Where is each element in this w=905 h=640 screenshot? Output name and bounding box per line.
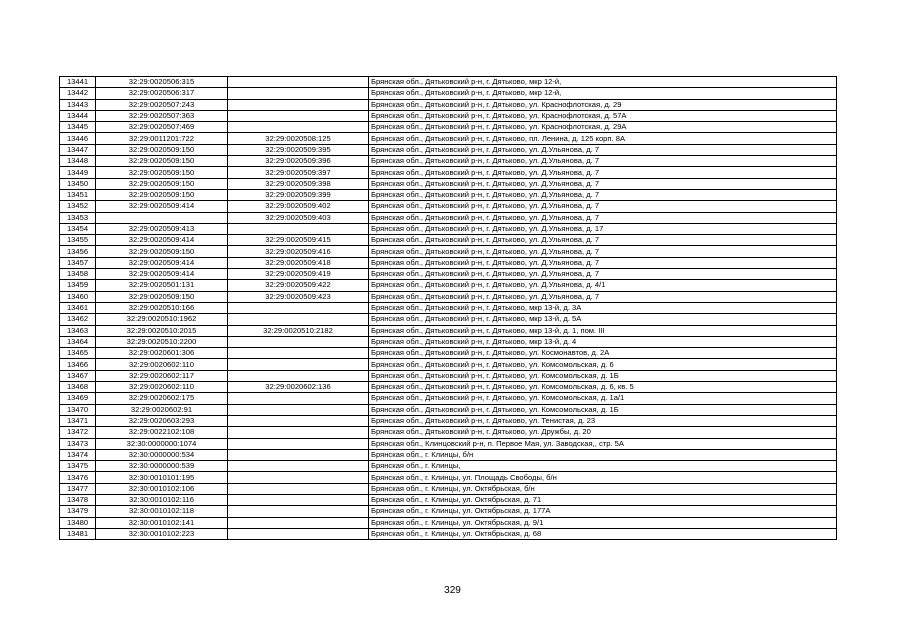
cadastral-number-cell: 32:29:0020509:150 [96, 189, 228, 200]
related-cadastral-number-cell: 32:29:0020509:403 [228, 212, 369, 223]
row-number-cell: 13444 [60, 110, 96, 121]
table-row [60, 483, 837, 494]
related-cadastral-number-cell [228, 314, 369, 325]
cadastral-number-cell: 32:29:0020509:150 [96, 144, 228, 155]
address-cell: Брянская обл., Дятьковский р-н, г. Дятьково, ул. Д.Ульянова, д. 7 [369, 201, 837, 212]
cadastral-number-cell [96, 212, 228, 223]
table-row [60, 336, 837, 347]
cadastral-number-cell: 32:29:0020506:317 [96, 88, 228, 99]
cadastral-number-cell: 32:29:0011201:722 [96, 133, 228, 144]
address-cell: Брянская обл., Дятьковский р-н, г. Дятьково, ул. Тенистая, д. 23 [369, 415, 837, 426]
related-cadastral-number-cell [228, 427, 369, 438]
cadastral-number-cell: 32:29:0020509:414 [96, 201, 228, 212]
row-number-cell: 13481 [60, 528, 96, 539]
related-cadastral-number-cell: 32:29:0020509:418 [228, 257, 369, 268]
cadastral-number-cell: 32:29:0020510:2015 [96, 325, 228, 336]
cadastral-number-cell: 32:29:0022102:108 [96, 427, 228, 438]
table-row [60, 302, 837, 313]
address-cell: Брянская обл., Дятьковский р-н, г. Дятьково, ул. Дружбы, д. 20 [369, 427, 837, 438]
related-cadastral-number-cell [228, 506, 369, 517]
related-cadastral-number-cell [228, 472, 369, 483]
table-row [60, 156, 837, 167]
row-number-cell: 13442 [60, 88, 96, 99]
row-number-cell: 13441 [60, 77, 96, 88]
related-cadastral-number-cell: 32:29:0020509:397 [228, 167, 369, 178]
address-cell: Брянская обл., Дятьковский р-н, г. Дятьково, ул. Д.Ульянова, д. 7 [369, 291, 837, 302]
table-row [60, 291, 837, 302]
address-cell: Брянская обл., г. Клинцы, ул. Октябрьская, д. 177А [369, 506, 837, 517]
row-number-cell: 13448 [60, 156, 96, 167]
address-cell: Брянская обл., г. Клинцы, ул. Октябрьская, б/н [369, 483, 837, 494]
related-cadastral-number-cell [228, 88, 369, 99]
row-number-cell: 13452 [60, 201, 96, 212]
cadastral-number-cell: 32:29:0020510:2200 [96, 336, 228, 347]
cadastral-number-cell: 32:30:0000000:1074 [96, 438, 228, 449]
table-row [60, 506, 837, 517]
cadastral-number-cell: 32:29:0020509:150 [96, 246, 228, 257]
cadastral-number-cell: 32:29:0020510:1962 [96, 314, 228, 325]
address-cell: Брянская обл., Дятьковский р-н, г. Дятьково, ул. Д.Ульянова, д. 7 [369, 212, 837, 223]
related-cadastral-number-cell [228, 483, 369, 494]
cadastral-number-cell: 32:29:0020602:110 [96, 359, 228, 370]
row-number-cell: 13463 [60, 325, 96, 336]
cadastral-number-cell: 32:29:0020602:91 [96, 404, 228, 415]
address-cell: Брянская обл., Дятьковский р-н, г. Дятьково, ул. Краснофлотская, д. 29 [369, 99, 837, 110]
cadastral-number-cell: 32:29:0020509:414 [96, 235, 228, 246]
table-row [60, 449, 837, 460]
cadastral-number-cell: 32:29:0020509:414 [96, 269, 228, 280]
cadastral-number-cell: 32:29:0020501:131 [96, 280, 228, 291]
address-cell: Брянская обл., Дятьковский р-н, г. Дятьково, мкр 13-й, д. 3А [369, 302, 837, 313]
row-number-cell: 13449 [60, 167, 96, 178]
table-row [60, 257, 837, 268]
table-row [60, 280, 837, 291]
table-row [60, 223, 837, 234]
address-cell: Брянская обл., Дятьковский р-н, г. Дятьково, ул. Комсомольская, д. 1Б [369, 404, 837, 415]
cadastral-number-cell: 32:29:0020507:469 [96, 122, 228, 133]
address-cell: Брянская обл., Дятьковский р-н, г. Дятьково, ул. Комсомольская, д. 6, кв. 5 [369, 382, 837, 393]
address-cell: Брянская обл., г. Клинцы, б/н [369, 449, 837, 460]
cadastral-number-cell: 32:29:0020602:110 [96, 382, 228, 393]
table-row [60, 110, 837, 121]
address-cell: Брянская обл., г. Клинцы, ул. Октябрьская, д. 9/1 [369, 517, 837, 528]
row-number-cell: 13467 [60, 370, 96, 381]
table-row [60, 122, 837, 133]
row-number-cell: 13469 [60, 393, 96, 404]
address-cell: Брянская обл., Дятьковский р-н, г. Дятьково, мкр 12-й, [369, 88, 837, 99]
address-cell: Брянская обл., Дятьковский р-н, г. Дятьково, мкр 12-й, [369, 77, 837, 88]
related-cadastral-number-cell [228, 449, 369, 460]
cadastral-number-cell: 32:29:0020509:150 [96, 178, 228, 189]
row-number-cell: 13450 [60, 178, 96, 189]
address-cell: Брянская обл., Дятьковский р-н, г. Дятьково, пл. Ленина, д. 125 корп. 8А [369, 133, 837, 144]
related-cadastral-number-cell: 32:29:0020509:398 [228, 178, 369, 189]
table-row [60, 99, 837, 110]
row-number-cell: 13453 [60, 212, 96, 223]
table-row [60, 189, 837, 200]
table-row [60, 382, 837, 393]
table-row [60, 235, 837, 246]
cadastral-number-cell: 32:29:0020602:117 [96, 370, 228, 381]
related-cadastral-number-cell [228, 336, 369, 347]
row-number-cell: 13446 [60, 133, 96, 144]
related-cadastral-number-cell: 32:29:0020508:125 [228, 133, 369, 144]
address-cell: Брянская обл., Дятьковский р-н, г. Дятьково, ул. Д.Ульянова, д. 7 [369, 144, 837, 155]
cadastral-number-cell: 32:30:0000000:534 [96, 449, 228, 460]
row-number-cell: 13470 [60, 404, 96, 415]
row-number-cell: 13472 [60, 427, 96, 438]
cadastral-number-cell: 32:29:0020603:293 [96, 415, 228, 426]
table-row [60, 359, 837, 370]
table-row [60, 325, 837, 336]
table-row [60, 88, 837, 99]
table-row [60, 472, 837, 483]
cadastral-number-cell: 32:30:0000000:539 [96, 461, 228, 472]
cadastral-number-cell: 32:30:0010102:223 [96, 528, 228, 539]
row-number-cell: 13466 [60, 359, 96, 370]
table-row [60, 178, 837, 189]
row-number-cell: 13456 [60, 246, 96, 257]
cadastral-number-cell: 32:29:0020506:315 [96, 77, 228, 88]
table-row [60, 438, 837, 449]
cadastral-number-cell: 32:29:0020509:413 [96, 223, 228, 234]
address-cell: Брянская обл., Дятьковский р-н, г. Дятьково, ул. Д.Ульянова, д. 7 [369, 235, 837, 246]
address-cell: Брянская обл., Дятьковский р-н, г. Дятьково, ул. Космонавтов, д. 2А [369, 348, 837, 359]
related-cadastral-number-cell [228, 370, 369, 381]
cadastral-number-cell: 32:30:0010102:118 [96, 506, 228, 517]
address-cell: Брянская обл., г. Клинцы, ул. Октябрьская, д. 68 [369, 528, 837, 539]
address-cell: Брянская обл., Дятьковский р-н, г. Дятьково, ул. Д.Ульянова, д. 4/1 [369, 280, 837, 291]
row-number-cell: 13475 [60, 461, 96, 472]
address-cell: Брянская обл., Клинцовский р-н, п. Первое Мая, ул. Заводская,, стр. 5А [369, 438, 837, 449]
table-row [60, 461, 837, 472]
row-number-cell: 13443 [60, 99, 96, 110]
related-cadastral-number-cell [228, 348, 369, 359]
cadastral-number-cell: 32:30:0010102:116 [96, 494, 228, 505]
related-cadastral-number-cell: 32:29:0020509:399 [228, 189, 369, 200]
related-cadastral-number-cell: 32:29:0020509:423 [228, 291, 369, 302]
row-number-cell: 13464 [60, 336, 96, 347]
row-number-cell: 13465 [60, 348, 96, 359]
related-cadastral-number-cell: 32:29:0020509:416 [228, 246, 369, 257]
cadastral-number-cell: 32:29:0020507:243 [96, 99, 228, 110]
row-number-cell: 13454 [60, 223, 96, 234]
address-cell: Брянская обл., Дятьковский р-н, г. Дятьково, ул. Комсомольская, д. 1Б [369, 370, 837, 381]
related-cadastral-number-cell: 32:29:0020509:395 [228, 144, 369, 155]
related-cadastral-number-cell: 32:29:0020509:419 [228, 269, 369, 280]
table-row [60, 494, 837, 505]
address-cell: Брянская обл., Дятьковский р-н, г. Дятьково, ул. Комсомольская, д. 1а/1 [369, 393, 837, 404]
row-number-cell: 13458 [60, 269, 96, 280]
related-cadastral-number-cell [228, 77, 369, 88]
related-cadastral-number-cell [228, 517, 369, 528]
row-number-cell: 13451 [60, 189, 96, 200]
related-cadastral-number-cell [228, 528, 369, 539]
table-row [60, 212, 837, 223]
related-cadastral-number-cell [228, 99, 369, 110]
table-row [60, 144, 837, 155]
address-cell: Брянская обл., Дятьковский р-н, г. Дятьково, ул. Д.Ульянова, д. 7 [369, 167, 837, 178]
address-cell: Брянская обл., Дятьковский р-н, г. Дятьково, мкр 13-й, д. 1, пом. III [369, 325, 837, 336]
row-number-cell: 13445 [60, 122, 96, 133]
table-row [60, 246, 837, 257]
related-cadastral-number-cell: 32:29:0020509:402 [228, 201, 369, 212]
address-cell: Брянская обл., г. Клинцы, ул. Октябрьская, д. 71 [369, 494, 837, 505]
cadastral-number-cell: 32:30:0010102:106 [96, 483, 228, 494]
cadastral-number-cell: 32:29:0020602:175 [96, 393, 228, 404]
address-cell: Брянская обл., Дятьковский р-н, г. Дятьково, ул. Д.Ульянова, д. 7 [369, 257, 837, 268]
table-row [60, 77, 837, 88]
address-cell: Брянская обл., Дятьковский р-н, г. Дятьково, ул. Комсомольская, д. 6 [369, 359, 837, 370]
related-cadastral-number-cell [228, 415, 369, 426]
related-cadastral-number-cell [228, 110, 369, 121]
related-cadastral-number-cell [228, 438, 369, 449]
row-number-cell: 13478 [60, 494, 96, 505]
row-number-cell: 13476 [60, 472, 96, 483]
cadastral-number-cell: 32:30:0010101:195 [96, 472, 228, 483]
cadastral-number-cell: 32:29:0020510:166 [96, 302, 228, 313]
cadastral-number-cell: 32:29:0020509:150 [96, 156, 228, 167]
row-number-cell: 13462 [60, 314, 96, 325]
address-cell: Брянская обл., г. Клинцы, ул. Площадь Свободы, б/н [369, 472, 837, 483]
cadastral-number-cell: 32:29:0020509:414 [96, 257, 228, 268]
table-row [60, 370, 837, 381]
table-row [60, 393, 837, 404]
address-cell: Брянская обл., Дятьковский р-н, г. Дятьково, мкр 13-й, д. 4 [369, 336, 837, 347]
registry-table [59, 76, 837, 540]
row-number-cell: 13459 [60, 280, 96, 291]
row-number-cell: 13479 [60, 506, 96, 517]
row-number-cell: 13455 [60, 235, 96, 246]
row-number-cell: 13471 [60, 415, 96, 426]
table-row [60, 167, 837, 178]
row-number-cell: 13474 [60, 449, 96, 460]
related-cadastral-number-cell [228, 359, 369, 370]
page-number: 329 [444, 585, 461, 596]
registry-table-body [60, 77, 837, 540]
table-row [60, 528, 837, 539]
address-cell: Брянская обл., Дятьковский р-н, г. Дятьково, ул. Краснофлотская, д. 57А [369, 110, 837, 121]
table-row [60, 314, 837, 325]
related-cadastral-number-cell: 32:29:0020509:415 [228, 235, 369, 246]
row-number-cell: 13473 [60, 438, 96, 449]
related-cadastral-number-cell [228, 404, 369, 415]
address-cell: Брянская обл., Дятьковский р-н, г. Дятьково, ул. Д.Ульянова, д. 7 [369, 269, 837, 280]
table-row [60, 201, 837, 212]
row-number-cell: 13447 [60, 144, 96, 155]
row-number-cell: 13468 [60, 382, 96, 393]
cadastral-number-cell: 32:29:0020601:306 [96, 348, 228, 359]
related-cadastral-number-cell: 32:29:0020509:422 [228, 280, 369, 291]
related-cadastral-number-cell [228, 461, 369, 472]
table-row [60, 348, 837, 359]
row-number-cell: 13460 [60, 291, 96, 302]
address-cell: Брянская обл., Дятьковский р-н, г. Дятьково, ул. Д.Ульянова, д. 7 [369, 189, 837, 200]
table-row [60, 517, 837, 528]
table-row [60, 404, 837, 415]
table-row [60, 427, 837, 438]
row-number-cell: 13480 [60, 517, 96, 528]
address-cell: Брянская обл., Дятьковский р-н, г. Дятьково, ул. Д.Ульянова, д. 7 [369, 156, 837, 167]
related-cadastral-number-cell: 32:29:0020510:2182 [228, 325, 369, 336]
cadastral-number-cell: 32:29:0020509:150 [96, 291, 228, 302]
table-row [60, 133, 837, 144]
address-cell: Брянская обл., Дятьковский р-н, г. Дятьково, мкр 13-й, д. 5А [369, 314, 837, 325]
related-cadastral-number-cell [228, 223, 369, 234]
related-cadastral-number-cell: 32:29:0020602:136 [228, 382, 369, 393]
address-cell: Брянская обл., Дятьковский р-н, г. Дятьково, ул. Д.Ульянова, д. 7 [369, 246, 837, 257]
cadastral-number-cell: 32:30:0010102:141 [96, 517, 228, 528]
table-row [60, 415, 837, 426]
address-cell: Брянская обл., Дятьковский р-н, г. Дятьково, ул. Д.Ульянова, д. 7 [369, 178, 837, 189]
cadastral-number-cell: 32:29:0020507:363 [96, 110, 228, 121]
related-cadastral-number-cell [228, 393, 369, 404]
row-number-cell: 13461 [60, 302, 96, 313]
cadastral-number-cell: 32:29:0020509:150 [96, 167, 228, 178]
related-cadastral-number-cell: 32:29:0020509:396 [228, 156, 369, 167]
related-cadastral-number-cell [228, 302, 369, 313]
related-cadastral-number-cell [228, 494, 369, 505]
address-cell: Брянская обл., г. Клинцы, [369, 461, 837, 472]
row-number-cell: 13457 [60, 257, 96, 268]
row-number-cell: 13477 [60, 483, 96, 494]
related-cadastral-number-cell [228, 122, 369, 133]
table-row [60, 269, 837, 280]
address-cell: Брянская обл., Дятьковский р-н, г. Дятьково, ул. Краснофлотская, д. 29А [369, 122, 837, 133]
address-cell: Брянская обл., Дятьковский р-н, г. Дятьково, ул. Д.Ульянова, д. 17 [369, 223, 837, 234]
